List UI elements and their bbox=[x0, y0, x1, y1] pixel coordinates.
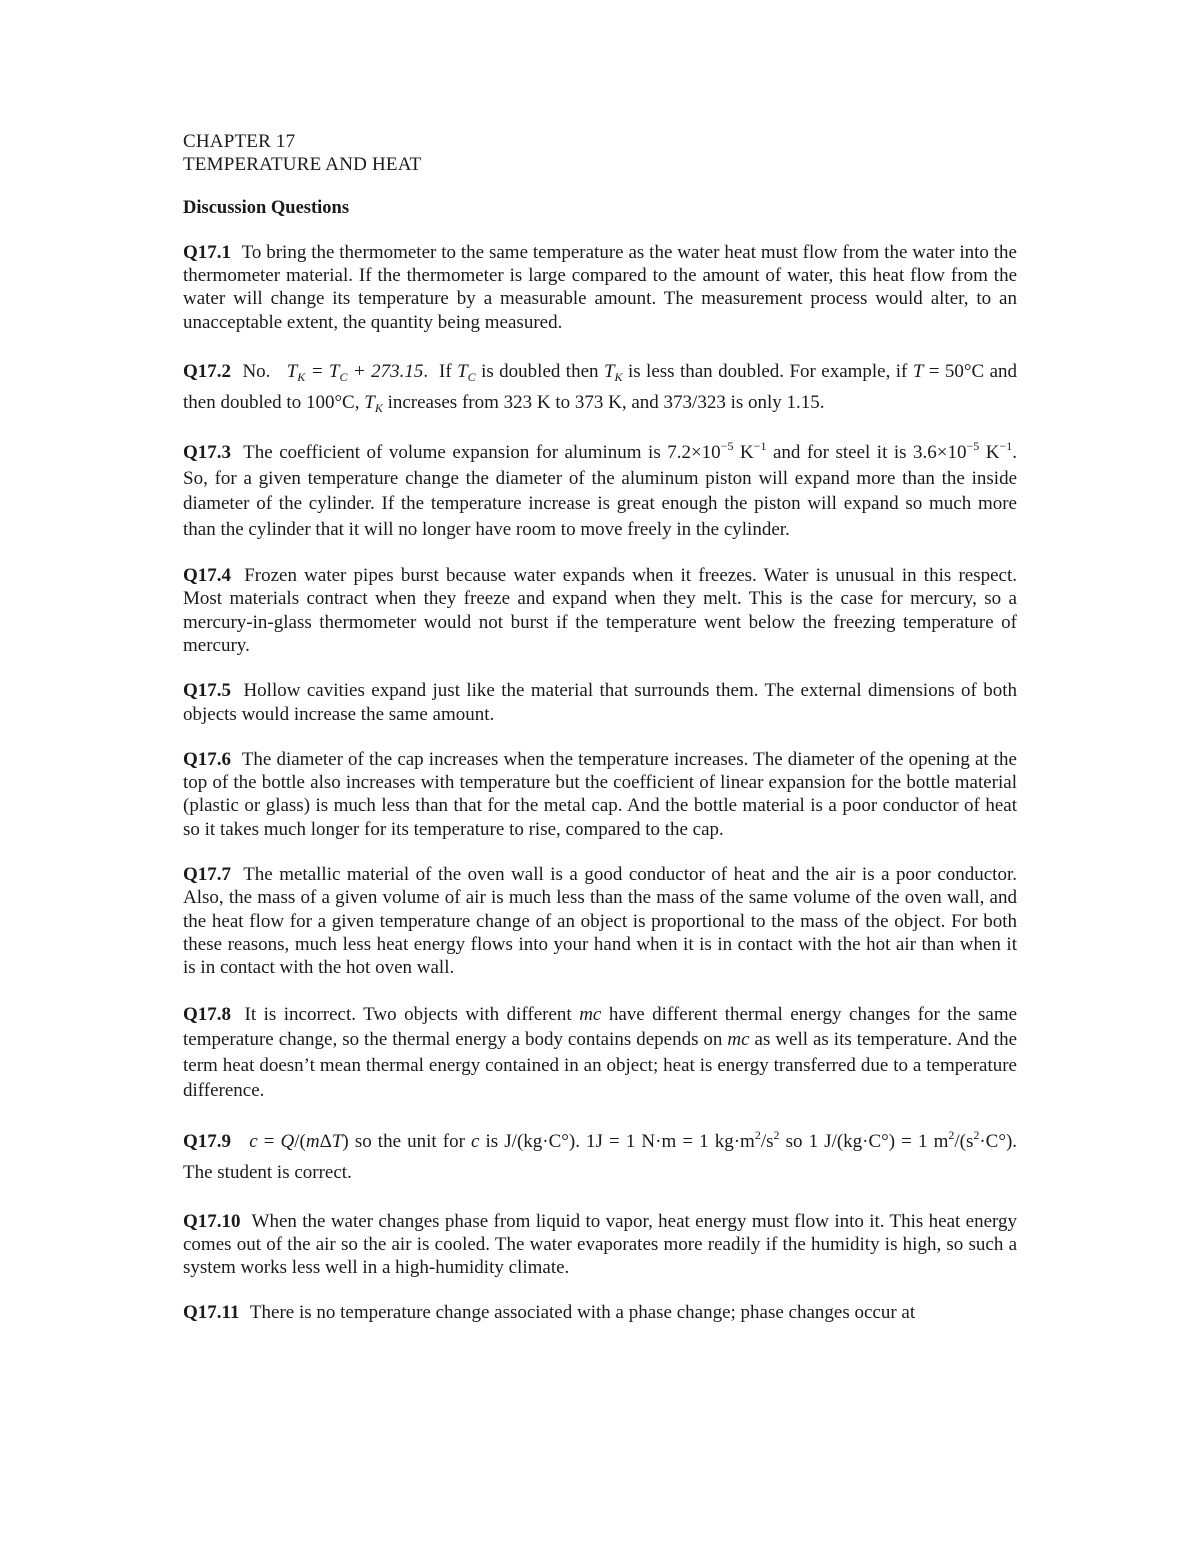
answer-text: To bring the thermometer to the same temperature as the water heat must flow from the water into the thermometer material. If the thermometer is large compared to the amount of water, this heat flow from the water will change its temperature by a measurable amount. The measurement process would alter, to an unacceptable extent, the quantity being measured. bbox=[183, 241, 1017, 333]
answer-text: so the unit for bbox=[354, 1130, 465, 1152]
symbol-tk: $T_K$ bbox=[364, 392, 383, 416]
question-number: Q17.9 bbox=[183, 1130, 232, 1152]
answer-text: It is incorrect. Two objects with different bbox=[244, 1003, 572, 1025]
question-17-4 bbox=[183, 564, 1017, 657]
equation-specific-heat: c = Q/(mΔT) bbox=[249, 1130, 349, 1152]
symbol-c: c bbox=[471, 1130, 480, 1152]
chapter-label: CHAPTER 17 bbox=[183, 131, 296, 152]
question-number: Q17.7 bbox=[183, 864, 232, 886]
answer-text: have different thermal energy changes for the same temperature change, so the thermal energy a body contains depends on bbox=[183, 1003, 1018, 1051]
answer-text: Hollow cavities expand just like the material that surrounds them. The external dimensions of both objects would increase the same amount. bbox=[183, 680, 1018, 725]
question-17-8 bbox=[183, 1002, 1017, 1104]
answer-text: . The student is correct. bbox=[183, 1130, 1018, 1183]
question-17-3: Q17.3 The coefficient of volume expansion for aluminum is $7.2\times 10^{-5}$ $K^{-1}$ and for steel it is $3.6\times 10^{-5}$ $K^{-1}$. So, for a given temperature change the diameter of the aluminum piston will expand more than the inside diameter of the cylinder. If the temperature increase is great enough the piston will expand so much more than the cylinder that it will no longer have room to move freely in the cylinder. bbox=[183, 439, 1017, 540]
answer-text: There is no temperature change associated with a phase change; phase changes occur at bbox=[249, 1302, 916, 1324]
symbol-mc: mc bbox=[727, 1029, 750, 1051]
question-17-11 bbox=[183, 1301, 1017, 1324]
question-number: Q17.1 bbox=[183, 241, 232, 263]
symbol-mc: mc bbox=[579, 1003, 602, 1025]
answer-text: The coefficient of volume expansion for aluminum is bbox=[243, 442, 661, 464]
answer-text: so 1 J/(kg·C°) = 1 m bbox=[785, 1130, 949, 1152]
answer-text: and then doubled to 100°C, bbox=[183, 361, 1018, 414]
section-heading: Discussion Questions bbox=[183, 197, 350, 218]
question-17-10 bbox=[183, 1210, 1017, 1280]
question-number: Q17.10 bbox=[183, 1210, 241, 1232]
chapter-title: TEMPERATURE AND HEAT bbox=[183, 154, 422, 176]
answer-text: If bbox=[439, 361, 452, 383]
aluminum-coefficient: $7.2\times 10^{-5}$ $K^{-1}$ bbox=[667, 439, 767, 464]
question-number: Q17.4 bbox=[183, 565, 232, 587]
answer-text: The diameter of the cap increases when the temperature increases. The diameter of the opening at the top of the bottle also increases with temperature but the coefficient of linear expansion for the bottle material (plastic or glass) is much less than that for the metal cap. And the bottle material is a poor conductor of heat so it takes much longer for its temperature to rise, compared to the cap. bbox=[183, 748, 1017, 840]
answer-text: The metallic material of the oven wall is a good conductor of heat and the air is a poor conductor. Also, the mass of a given volume of air is much less than the mass of the same volume of the oven wall, and the heat flow for a given temperature change of an object is proportional to the mass of the object. For both these reasons, much less heat energy flows into your hand when it is in contact with the hot air than when it is in contact with the hot oven wall. bbox=[183, 864, 1017, 979]
symbol-tk: $T_K$ bbox=[603, 361, 623, 385]
question-17-1 bbox=[183, 241, 1017, 334]
answer-text: increases from 323 K to 373 K, and 373/323 is only 1.15. bbox=[387, 392, 825, 414]
answer-text: and for steel it is bbox=[772, 442, 907, 464]
answer-text: So, for a given temperature change the diameter of the aluminum piston will expand more than the inside diameter of the cylinder. If the temperature increase is great enough the piston will expand so much more than the cylinder that it will no longer have room to move freely in the cylinder. bbox=[183, 467, 1017, 540]
answer-text: No. bbox=[242, 361, 271, 383]
answer-text: is less than doubled. For example, if bbox=[627, 361, 908, 383]
document-page bbox=[183, 130, 1017, 1325]
symbol-tc: $T_C$ bbox=[457, 361, 476, 385]
answer-text: is doubled then bbox=[481, 361, 599, 383]
question-number: Q17.8 bbox=[183, 1003, 232, 1025]
equation-t-50: T = 50°C bbox=[912, 361, 985, 383]
answer-text: Frozen water pipes burst because water expands when it freezes. Water is unusual in this respect. Most materials contract when they freeze and expand when they melt. This is the case for mercury, so a mercury-in-glass thermometer would not burst if the temperature went below the freezing temperature of mercury. bbox=[183, 565, 1017, 656]
answer-text: When the water changes phase from liquid to vapor, heat energy must flow into it. This heat energy comes out of the air so the air is cooled. The water evaporates more readily if the humidity is high, so such a system works less well in a high-humidity climate. bbox=[183, 1210, 1017, 1279]
question-number: Q17.5 bbox=[183, 680, 232, 702]
question-17-9: Q17.9 c = Q/(mΔT) so the unit for c is J/(kg·C°). 1J = 1 N·m = 1 $kg\cdot m^2/s^2$ so 1 J/(kg·C°) = 1 $m^2/(s^2\cdot C^\circ)$. The student is correct. bbox=[183, 1127, 1018, 1183]
equation-kelvin: $T_K = T_C + 273.15$ bbox=[286, 361, 424, 385]
question-17-6 bbox=[183, 748, 1017, 841]
question-number: Q17.2 bbox=[183, 361, 232, 383]
steel-coefficient: $3.6\times 10^{-5}$ $K^{-1}$ bbox=[913, 439, 1013, 464]
answer-text: is J/(kg·C°). 1J = 1 N·m = 1 kg·m bbox=[485, 1130, 755, 1152]
question-17-2: Q17.2 No. $T_K = T_C + 273.15$. If $T_C$ is doubled then $T_K$ is less than doubled. For example, if T = 50°C and then doubled to 100°C, $T_K$ increases from 323 K to 373 K, and 373/323 is only 1.15. bbox=[183, 361, 1018, 416]
answer-text: as well as its temperature. And the term heat doesn’t mean thermal energy contained in an object; heat is energy transferred due to a temperature difference. bbox=[183, 1029, 1017, 1102]
question-number: Q17.11 bbox=[183, 1302, 240, 1324]
question-17-5 bbox=[183, 679, 1017, 726]
question-number: Q17.3 bbox=[183, 442, 232, 464]
question-number: Q17.6 bbox=[183, 748, 232, 770]
question-17-7 bbox=[183, 863, 1017, 979]
